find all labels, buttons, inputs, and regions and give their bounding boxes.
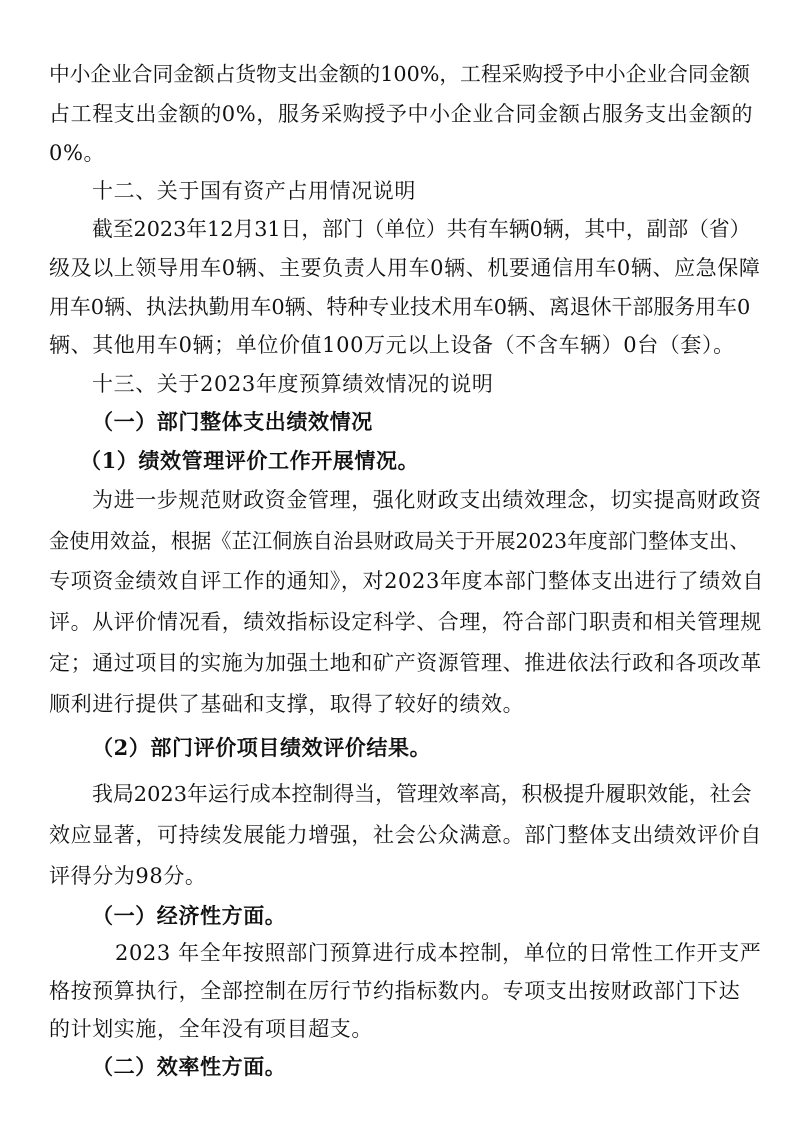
body-text-line: 效应显著，可持续发展能力增强，社会公众满意。部门整体支出绩效评价自 xyxy=(49,823,762,847)
section-heading-13: 十三、关于2023年度预算绩效情况的说明 xyxy=(92,372,494,396)
body-text-line: 辆、其他用车0辆；单位价值100万元以上设备（不含车辆）0台（套）。 xyxy=(49,333,735,357)
subsection-heading: （一）经济性方面。 xyxy=(92,903,287,928)
subsection-heading: （一）部门整体支出绩效情况 xyxy=(92,409,373,434)
body-text-line: 为进一步规范财政资金管理，强化财政支出绩效理念，切实提高财政资 xyxy=(92,488,762,512)
body-text-line: 定；通过项目的实施为加强土地和矿产资源管理、推进依法行政和各项改革 xyxy=(49,651,762,675)
subsection-heading: （二）效率性方面。 xyxy=(92,1054,287,1079)
body-text-line: 2023 年全年按照部门预算进行成本控制，单位的日常性工作开支严 xyxy=(115,941,762,965)
body-text-line: 评得分为98分。 xyxy=(49,864,207,888)
body-text-line: 评。从评价情况看，绩效指标设定科学、合理，符合部门职责和相关管理规 xyxy=(49,610,762,634)
body-text-line: 格按预算执行，全部控制在厉行节约指标数内。专项支出按财政部门下达 xyxy=(49,979,741,1003)
section-heading-12: 十二、关于国有资产占用情况说明 xyxy=(92,179,416,203)
body-text-line: 的计划实施，全年没有项目超支。 xyxy=(49,1017,373,1041)
body-text-line: 用车0辆、执法执勤用车0辆、特种专业技术用车0辆、离退休干部服务用车0 xyxy=(49,295,751,319)
subsection-heading: （2）部门评价项目绩效评价结果。 xyxy=(92,735,432,760)
body-text-line: 中小企业合同金额占货物支出金额的100%，工程采购授予中小企业合同金额 xyxy=(49,62,750,86)
subsection-heading: （1）绩效管理评价工作开展情况。 xyxy=(80,448,420,473)
body-text-line: 0%。 xyxy=(49,141,106,165)
body-text-line: 专项资金绩效自评工作的通知》，对2023年度本部门整体支出进行了绩效自 xyxy=(49,569,764,593)
body-text-line: 顺利进行提供了基础和支撑，取得了较好的绩效。 xyxy=(49,692,525,716)
body-text-line: 占工程支出金额的0%，服务采购授予中小企业合同金额占服务支出金额的 xyxy=(49,102,754,126)
body-text-line: 我局2023年运行成本控制得当，管理效率高，积极提升履职效能，社会 xyxy=(92,782,752,806)
body-text-line: 截至2023年12月31日，部门（单位）共有车辆0辆，其中，副部（省） xyxy=(92,217,751,241)
body-text-line: 级及以上领导用车0辆、主要负责人用车0辆、机要通信用车0辆、应急保障 xyxy=(49,256,761,280)
body-text-line: 金使用效益，根据《芷江侗族自治县财政局关于开展2023年度部门整体支出、 xyxy=(49,529,750,553)
